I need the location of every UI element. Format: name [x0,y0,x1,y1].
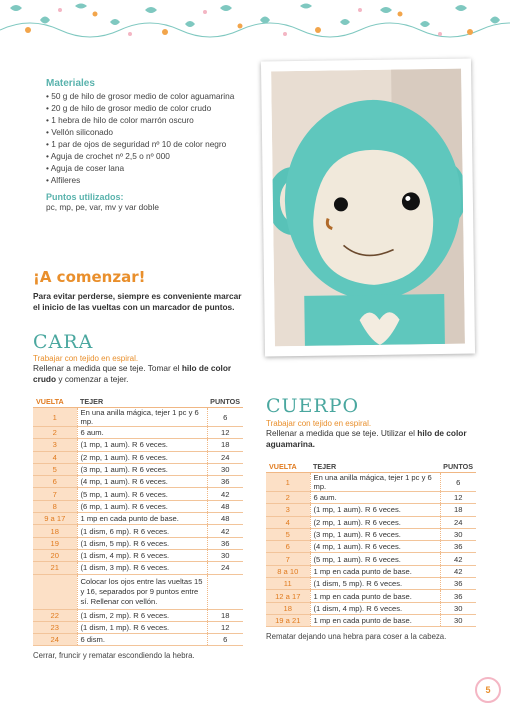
row-vuelta: 9 a 17 [33,513,77,525]
table-row [33,463,243,475]
row-puntos: 30 [440,614,476,626]
materials-item: • Vellón siliconado [46,126,246,138]
col-puntos: PUNTOS [440,460,476,473]
table-row [33,408,243,427]
materials-item: • Aguja de coser lana [46,162,246,174]
row-vuelta: 18 [266,602,310,614]
row-puntos: 6 [207,408,243,427]
row-vuelta: 6 [33,476,77,488]
row-tejer: 6 dism. [77,634,207,646]
cara-subtitle: Trabajar con tejido en espiral. [33,354,139,363]
row-puntos: 18 [207,609,243,621]
points-title: Puntos utilizados: [46,192,124,202]
table-row [33,537,243,549]
row-tejer: (2 mp, 1 aum). R 6 veces. [310,516,440,528]
table-row [33,439,243,451]
table-row [33,609,243,621]
cuerpo-subtitle: Trabajar con tejido en espiral. [266,419,372,428]
row-tejer: (6 mp, 1 aum). R 6 veces. [77,500,207,512]
cara-intro-b: y comenzar a tejer. [56,374,129,384]
row-vuelta: 3 [33,439,77,451]
start-text: Para evitar perderse, siempre es conveniente marcar el inicio de las vueltas con un marcador de puntos. [33,291,242,312]
cara-intro [33,363,248,385]
row-vuelta: 2 [33,427,77,439]
row-puntos: 24 [207,451,243,463]
row-puntos: 6 [207,634,243,646]
row-puntos: 30 [207,549,243,561]
materials-item: • Aguja de crochet nº 2,5 o nº 000 [46,150,246,162]
row-vuelta: 23 [33,621,77,633]
row-tejer: (1 mp, 1 aum). R 6 veces. [310,504,440,516]
amigurumi-photo [261,59,475,357]
col-tejer: TEJER [310,460,440,473]
row-puntos: 36 [207,476,243,488]
row-puntos: 6 [440,473,476,492]
table-row [266,553,476,565]
materials-item: • Alfileres [46,174,246,186]
row-puntos: 18 [207,439,243,451]
row-vuelta: 6 [266,541,310,553]
row-vuelta: 1 [266,473,310,492]
row-puntos: 42 [440,553,476,565]
row-puntos: 42 [207,488,243,500]
table-row [266,504,476,516]
table-row [266,516,476,528]
row-puntos: 30 [207,463,243,475]
cuerpo-intro [266,428,481,450]
table-row [266,473,476,492]
row-vuelta: 21 [33,562,77,574]
table-row [266,614,476,626]
row-tejer: En una anilla mágica, tejer 1 pc y 6 mp. [310,473,440,492]
col-tejer: TEJER [77,395,207,408]
table-row [33,621,243,633]
row-vuelta: 8 a 10 [266,565,310,577]
row-tejer: (2 mp, 1 aum). R 6 veces. [77,451,207,463]
row-vuelta: 24 [33,634,77,646]
table-row [33,513,243,525]
cara-title: CARA [33,331,94,353]
table-row [266,492,476,504]
points-text: pc, mp, pe, var, mv y var doble [46,202,159,212]
row-puntos: 24 [207,562,243,574]
materials-block [46,78,246,213]
table-row [33,634,243,646]
table-row [33,562,243,574]
row-tejer: 6 aum. [77,427,207,439]
row-vuelta: 22 [33,609,77,621]
table-row [33,427,243,439]
row-puntos: 12 [207,621,243,633]
row-vuelta: 1 [33,408,77,427]
table-header-row [266,460,476,473]
row-vuelta: 8 [33,500,77,512]
row-puntos: 24 [440,516,476,528]
row-tejer: (5 mp, 1 aum). R 6 veces. [77,488,207,500]
row-puntos: 48 [207,513,243,525]
row-tejer: (4 mp, 1 aum). R 6 veces. [77,476,207,488]
row-puntos: 12 [440,492,476,504]
row-puntos: 30 [440,528,476,540]
row-tejer: (4 mp, 1 aum). R 6 veces. [310,541,440,553]
table-row [266,528,476,540]
row-tejer: (1 dism, 6 mp). R 6 veces. [77,525,207,537]
row-puntos: 36 [207,537,243,549]
monkey-illustration [271,69,465,347]
cuerpo-intro-bold: hilo de color aguamarina. [266,428,467,449]
row-tejer: (3 mp, 1 aum). R 6 veces. [310,528,440,540]
row-tejer: (1 dism, 1 mp). R 6 veces. [77,621,207,633]
row-puntos: 12 [207,427,243,439]
floral-banner [0,0,510,40]
row-vuelta: 18 [33,525,77,537]
row-tejer: (1 dism, 5 mp). R 6 veces. [77,537,207,549]
row-vuelta: 5 [33,463,77,475]
table-row [33,574,243,609]
cuerpo-title: CUERPO [266,395,360,417]
row-vuelta [33,574,77,609]
row-vuelta: 7 [266,553,310,565]
row-puntos: 30 [440,602,476,614]
cuerpo-footnote: Rematar dejando una hebra para coser a la cabeza. [266,632,447,641]
row-tejer: En una anilla mágica, tejer 1 pc y 6 mp. [77,408,207,427]
row-tejer: (1 dism, 5 mp). R 6 veces. [310,578,440,590]
row-vuelta: 7 [33,488,77,500]
row-puntos: 42 [207,525,243,537]
materials-item: • 1 par de ojos de seguridad nº 10 de color negro [46,138,246,150]
col-vuelta: VUELTA [266,460,310,473]
cuerpo-intro-a: Rellenar a medida que se teje. Utilizar el [266,428,418,438]
start-title: ¡A comenzar! [33,268,146,286]
row-tejer: 1 mp en cada punto de base. [310,614,440,626]
cuerpo-table [266,460,476,627]
cara-table [33,395,243,646]
row-vuelta: 4 [266,516,310,528]
row-tejer: Colocar los ojos entre las vueltas 15 y 16, separados por 9 puntos entre sí. Rellenar con vellón. [77,574,207,609]
row-vuelta: 4 [33,451,77,463]
row-puntos: 36 [440,578,476,590]
cara-intro-bold: hilo de color crudo [33,363,232,384]
row-puntos [207,574,243,609]
row-tejer: (5 mp, 1 aum). R 6 veces. [310,553,440,565]
col-puntos: PUNTOS [207,395,243,408]
table-row [266,578,476,590]
cara-intro-a: Rellenar a medida que se teje. Tomar el [33,363,182,373]
row-tejer: (3 mp, 1 aum). R 6 veces. [77,463,207,475]
row-tejer: 6 aum. [310,492,440,504]
materials-title: Materiales [46,78,95,89]
row-vuelta: 12 a 17 [266,590,310,602]
row-puntos: 18 [440,504,476,516]
table-row [33,488,243,500]
row-puntos: 48 [207,500,243,512]
row-vuelta: 3 [266,504,310,516]
table-row [266,565,476,577]
materials-list [46,90,246,186]
row-puntos: 36 [440,541,476,553]
row-vuelta: 19 [33,537,77,549]
row-tejer: 1 mp en cada punto de base. [310,565,440,577]
materials-item: • 20 g de hilo de grosor medio de color crudo [46,102,246,114]
row-tejer: (1 dism, 4 mp). R 6 veces. [310,602,440,614]
materials-item: • 1 hebra de hilo de color marrón oscuro [46,114,246,126]
row-vuelta: 2 [266,492,310,504]
table-row [266,541,476,553]
table-header-row [33,395,243,408]
row-vuelta: 19 a 21 [266,614,310,626]
row-tejer: (1 dism, 4 mp). R 6 veces. [77,549,207,561]
materials-item: • 50 g de hilo de grosor medio de color aguamarina [46,90,246,102]
col-vuelta: VUELTA [33,395,77,408]
row-puntos: 42 [440,565,476,577]
cara-footnote: Cerrar, fruncir y rematar escondiendo la hebra. [33,651,195,660]
row-vuelta: 5 [266,528,310,540]
table-row [33,476,243,488]
row-puntos: 36 [440,590,476,602]
row-tejer: 1 mp en cada punto de base. [310,590,440,602]
row-vuelta: 11 [266,578,310,590]
page-number: 5 [475,677,501,703]
table-row [266,602,476,614]
row-tejer: 1 mp en cada punto de base. [77,513,207,525]
row-tejer: (1 dism, 3 mp). R 6 veces. [77,562,207,574]
table-row [33,500,243,512]
table-row [33,525,243,537]
row-vuelta: 20 [33,549,77,561]
row-tejer: (1 mp, 1 aum). R 6 veces. [77,439,207,451]
row-tejer: (1 dism, 2 mp). R 6 veces. [77,609,207,621]
table-row [33,549,243,561]
table-row [33,451,243,463]
table-row [266,590,476,602]
